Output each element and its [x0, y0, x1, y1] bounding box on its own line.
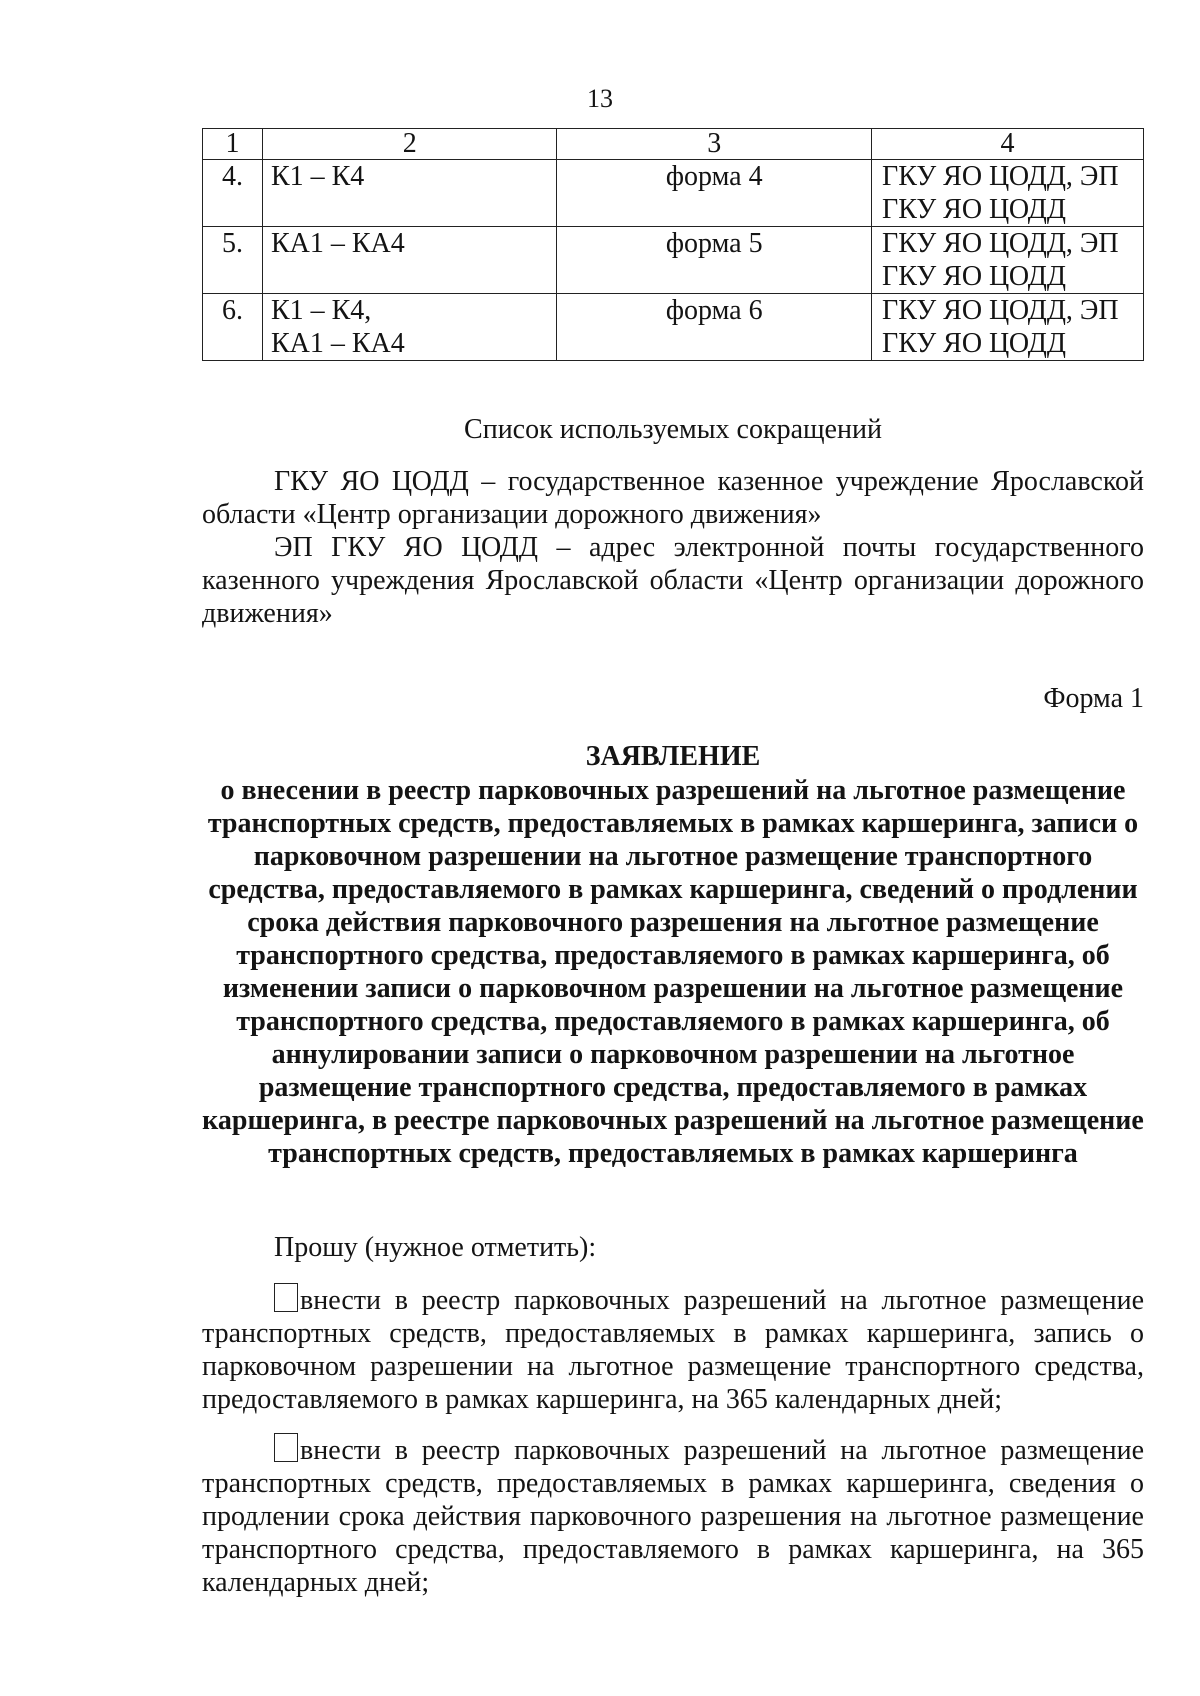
- org-line: ГКУ ЯО ЦОДД, ЭП: [882, 228, 1119, 259]
- statement-subtitle: о внесении в реестр парковочных разрешений на льготное размещение транспортных средств, предоставляемых в рамках каршеринга, записи о парковочном разрешении на льготное размещение транспортного средства, предоставляемого в рамках каршеринга, сведений о продлении срока действия парковочного разрешения на льготное размещение транспортного средства, предоставляемого в рамках каршеринга, об изменении записи о парковочном разрешении на льготное размещение транспортного средства, предоставляемого в рамках каршеринга, об аннулировании записи о парковочном разрешении на льготное размещение транспортного средства, предоставляемого в рамках каршеринга, в реестре парковочных разрешений на льготное размещение транспортных средств, предоставляемых в рамках каршеринга: [202, 775, 1144, 1169]
- checkbox[interactable]: [274, 1283, 298, 1312]
- row-number: 5.: [203, 227, 263, 294]
- row-form: форма 6: [557, 294, 872, 361]
- row-number: 4.: [203, 160, 263, 227]
- code-line: К1 – К4: [270, 161, 365, 192]
- table-row: [203, 294, 1144, 361]
- code-line: К1 – К4,: [270, 295, 372, 326]
- table-header-cell: 3: [557, 129, 872, 160]
- request-option: [202, 1433, 1144, 1599]
- org-line: ГКУ ЯО ЦОДД: [882, 261, 1066, 292]
- row-org: [872, 227, 1144, 294]
- request-option: [202, 1283, 1144, 1416]
- code-line: КА1 – КА4: [270, 328, 405, 359]
- table-header-cell: 1: [203, 129, 263, 160]
- row-codes: [262, 160, 557, 227]
- table-header-cell: 2: [262, 129, 557, 160]
- abbreviation-item: ЭП ГКУ ЯО ЦОДД – адрес электронной почты государственного казенного учреждения Ярославской области «Центр организации дорожного движения»: [202, 532, 1144, 629]
- request-option-text: внести в реестр парковочных разрешений на льготное размещение транспортных средств, предоставляемых в рамках каршеринга, запись о парковочном разрешении на льготное размещение транспортного средства, предоставляемого в рамках каршеринга, на 365 календарных дней;: [202, 1285, 1144, 1415]
- table-header-row: [203, 129, 1144, 160]
- row-codes: [262, 227, 557, 294]
- row-org: [872, 294, 1144, 361]
- forms-table: [202, 128, 1144, 361]
- abbreviations-title: Список используемых сокращений: [464, 414, 882, 445]
- org-line: ГКУ ЯО ЦОДД, ЭП: [882, 295, 1119, 326]
- statement-title: ЗАЯВЛЕНИЕ: [585, 741, 761, 772]
- page-number: 13: [587, 84, 613, 113]
- row-number: 6.: [203, 294, 263, 361]
- form-label: Форма 1: [1043, 683, 1144, 714]
- row-form: форма 5: [557, 227, 872, 294]
- code-line: КА1 – КА4: [270, 228, 405, 259]
- table-header-cell: 4: [872, 129, 1144, 160]
- org-line: ГКУ ЯО ЦОДД: [882, 194, 1066, 225]
- org-line: ГКУ ЯО ЦОДД: [882, 328, 1066, 359]
- checkbox[interactable]: [274, 1433, 298, 1462]
- row-org: [872, 160, 1144, 227]
- abbreviation-item: ГКУ ЯО ЦОДД – государственное казенное учреждение Ярославской области «Центр организации дорожного движения»: [202, 466, 1144, 530]
- request-intro: Прошу (нужное отметить):: [274, 1232, 597, 1263]
- org-line: ГКУ ЯО ЦОДД, ЭП: [882, 161, 1119, 192]
- row-form: форма 4: [557, 160, 872, 227]
- table-row: [203, 160, 1144, 227]
- row-codes: [262, 294, 557, 361]
- request-option-text: внести в реестр парковочных разрешений на льготное размещение транспортных средств, предоставляемых в рамках каршеринга, сведения о продлении срока действия парковочного разрешения на льготное размещение транспортного средства, предоставляемого в рамках каршеринга, на 365 календарных дней;: [202, 1435, 1144, 1598]
- table-row: [203, 227, 1144, 294]
